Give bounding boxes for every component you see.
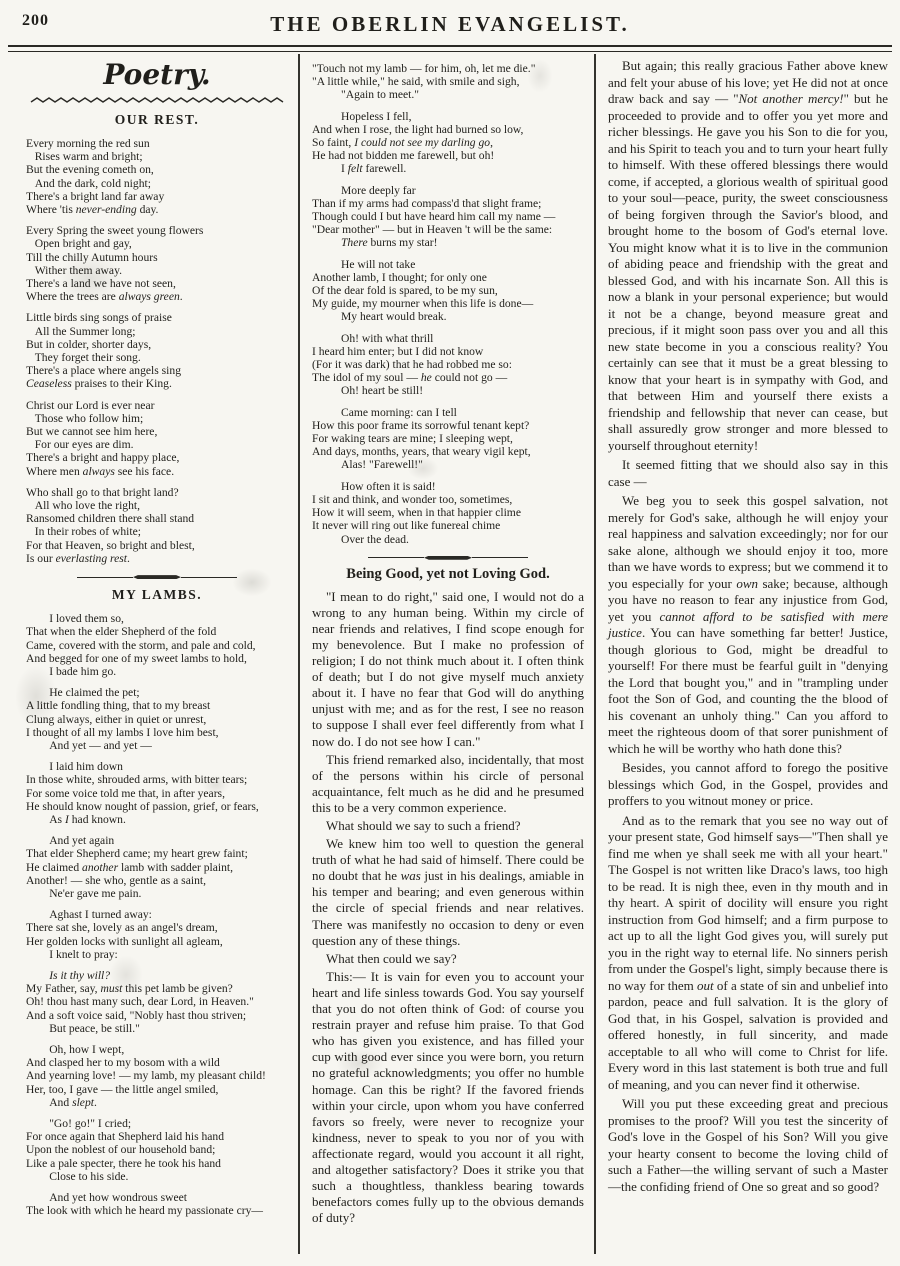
stanza [26,1191,288,1217]
poem-divider [77,575,237,579]
poem-line: Is it thy will? [49,968,111,982]
poem-line: And yet how wondrous sweet [26,1191,188,1205]
page-columns [10,54,894,1254]
left-column [10,54,298,1254]
poem-line: Christ our Lord is ever near [26,398,155,412]
poem-line: And clasped her to my bosom with a wild [26,1056,220,1070]
stanza [312,258,584,324]
poem-line: But peace, be still." [26,1021,140,1035]
poem-line: (For it was dark) that he had robbed me so: [312,358,512,372]
poem-line: The idol of my soul — he could not go — [312,371,508,385]
stanza [312,62,584,102]
poem-line: Till the chilly Autumn hours [26,250,158,264]
stanza [26,486,288,565]
page-number: 200 [22,12,49,29]
article-body [312,589,584,1227]
poem-title-my-lambs: MY LAMBS. [111,587,203,603]
divider-line [472,557,528,558]
article-divider [368,556,528,560]
poem-my-lambs [26,612,288,1217]
poetry-section-title: Poetry. [103,58,211,91]
middle-column [300,54,594,1254]
poem-line: Like a pale specter, there he took his hand [26,1156,221,1170]
poem-line: He should know nought of passion, grief, or fears, [26,799,259,813]
poem-line: Where men always see his face. [26,464,175,478]
poem-line: All the Summer long; [26,324,136,338]
poem-line: In those white, shrouded arms, with bitter tears; [26,773,248,787]
poem-line: There's a land we have not seen, [26,277,176,291]
poem-line: And yet — and yet — [26,738,152,752]
poem-line: A little fondling thing, that to my breast [26,699,211,713]
poem-line: Who shall go to that bright land? [26,485,179,499]
poem-line: Of the dear fold is spared, to be my sun, [312,284,498,298]
paragraph: This:— It is vain for even you to account your heart and life sinless towards God. You say yourself that you do not often think of God: of course you restrain prayer and refuse him praise. To that God who has given you existence, and has filled your cup with good ever since you were born, you return no grateful acknowledgments; you offer no humble homage. Can this be right? If the favored friends within your circle, upon whom you have conferred favors so freely, were never to recognize your kindness, never to speak to you nor of you with affectionate regard, would you account it all right, and altogether satisfactory? Does it strike you that such a thoughtless, thankless bearing towards benefactors comes fully up to the obvious demands of duty? [312,968,584,1226]
stanza [26,686,288,752]
article-title: Being Good, yet not Loving God. [346,565,550,582]
right-column [596,54,894,1254]
poem-line: That elder Shepherd came; my heart grew faint; [26,847,248,861]
poem-line: Her, too, I gave — the little angel smiled, [26,1082,219,1096]
poem-line: My Father, say, must this pet lamb be given? [26,982,233,996]
poem-line: "Again to meet." [312,88,420,102]
poem-line: For that Heaven, so bright and blest, [26,538,195,552]
divider-line [368,557,424,558]
paragraph: This friend remarked also, incidentally, that most of the persons within his circle of personal acquaintance, felt much as he did and he presumed this to be a very common experience. [312,751,584,815]
poem-line: And a soft voice said, "Nobly hast thou striven; [26,1008,247,1022]
poem-line: Over the dead. [312,532,409,546]
divider-diamond-icon [133,575,181,579]
poem-line: Ceaseless praises to their King. [26,377,172,391]
poem-title-our-rest: OUR REST. [114,112,200,127]
stanza [26,311,288,390]
poem-line: Oh! heart be still! [312,384,424,398]
stanza [26,908,288,961]
right-column-body [608,58,888,1195]
poem-line: "Touch not my lamb — for him, oh, let me die." [312,62,536,75]
paragraph: Besides, you cannot afford to forego the positive blessings which God, in the Gospel, provides and proffers to you witnout money or price. [608,760,888,808]
poem-line: And the dark, cold night; [26,176,151,190]
poem-line: For once again that Shepherd laid his hand [26,1130,225,1144]
poem-line: And days, months, years, that weary vigil kept, [312,445,531,459]
poem-line: There burns my star! [340,236,438,250]
stanza [26,969,288,1035]
poem-line: Another lamb, I thought; for only one [312,270,487,284]
poem-line: Ransomed children there shall stand [26,512,195,526]
paragraph: But again; this really gracious Father above knew and felt your abuse of his love; yet He did not at once draw back and say — "Not another mercy!" but he proceeded to provide and to offer you yet more and richer blessings. He gave you his Son to die for you, and his Spirit to teach you and to turn your heart fully to himself. With these offered blessings there would come, if accepted, a glorious wealth of spiritual good to your soul—peace, purity, the sweet consciousness of being forgiven through the Savior's blood, and brought home to the bosom of God's eternal love. You might know what it is to live in the communion of abiding peace and friendship with the great and blessed God, and with his incarnate Son. All this is now a blank in your personal experience; but would it not be a change, beyond measure great and precious, if it might soon pass over you and all this new state become in you a conscious reality? You certainly can see that it must be a great blessing to know that your heart is in sympathy with God, and that between Him and yourself there exists a friendship and fellowship that never can cease, but shall assuredly grow stronger and more blessed to yourself throughout eternity! [608,58,888,453]
poem-line: And yet again [26,834,115,848]
poem-line: Close to his side. [26,1169,129,1183]
stanza [312,406,584,472]
poem-line: Where 'tis never-ending day. [26,203,159,217]
poem-line: Though could I but have heard him call my name — [312,210,556,224]
poem-line: I thought of all my lambs I love him best, [26,725,219,739]
poem-line: There sat she, lovely as an angel's dream, [26,921,218,935]
stanza [26,224,288,303]
poem-line: How often it is said! [312,479,436,493]
paragraph: "I mean to do right," said one, I would not do a wrong to any human being. Within my circle of near friends and relatives, I find scope enough for my benevolence. But I make no profession of religion; I do not think much about it. I often think of death; but I do not give myself much anxiety about it. I have no fear that God will do anything unjust with me; and as for the rest, I see no reason to suppose I shall ever feel differently from what I now do. I do not see how I can." [312,588,584,749]
poem-line: As I had known. [26,812,126,826]
poem-line: "Go! go!" I cried; [26,1117,132,1130]
poem-line: Oh! with what thrill [312,331,434,345]
poem-line: He claimed another lamb with sadder plaint, [26,860,234,874]
poem-line: I heard him enter; but I did not know [312,344,484,358]
poem-line: Every morning the red sun [26,137,150,150]
poem-line: And begged for one of my sweet lambs to hold, [26,651,247,665]
poem-line: My heart would break. [312,310,447,324]
header-rule [8,45,892,52]
poem-line: How this poor frame its sorrowful tenant kept? [312,418,530,432]
poem-line: Is our everlasting rest. [26,551,130,565]
poem-line: All who love the right, [26,499,140,513]
poem-line: "A little while," he said, with smile and sigh, [312,75,520,89]
poem-line: Open bright and gay, [26,237,132,251]
poem-line: He claimed the pet; [26,686,140,700]
poem-line: Her golden locks with sunlight all agleam, [26,934,223,948]
wavy-rule-icon [30,96,284,104]
poem-line: Where the trees are always green. [26,290,183,304]
divider-diamond-icon [424,556,472,560]
poem-line: Oh, how I wept, [26,1042,125,1056]
stanza [26,760,288,826]
stanza [312,110,584,176]
poem-line: In their robes of white; [26,525,141,539]
poem-line: Hopeless I fell, [312,109,412,123]
poem-line: My guide, my mourner when this life is done— [312,297,534,311]
poem-line: How it will seem, when in that happier clime [312,506,521,520]
poem-line: And slept. [26,1095,97,1109]
poem-my-lambs-continued [312,62,584,546]
poem-line: He had not bidden me farewell, but oh! [312,149,495,163]
poem-line: It never will ring out like funereal chime [312,519,501,533]
poem-line: But the evening cometh on, [26,163,154,177]
poem-line: Oh! thou hast many such, dear Lord, in Heaven." [26,995,254,1009]
poem-line: For waking tears are mine; I sleeping wept, [312,432,513,446]
poem-line: More deeply far [312,183,416,197]
masthead-title: THE OBERLIN EVANGELIST. [270,12,630,36]
poem-line: The look with which he heard my passionate cry— [26,1204,263,1218]
paragraph: What then could we say? [326,950,457,966]
poem-line: Than if my arms had compass'd that slight frame; [312,196,542,210]
poem-line: But we cannot see him here, [26,425,158,439]
divider-line [181,577,237,578]
poem-line: I loved them so, [26,612,124,626]
paragraph: And as to the remark that you see no way out of your present state, God himself says—"Then shall ye find me when ye shall seek me with all your heart." The Gospel is not written like Draco's laws, too high to be read. It is nigh thee, even in thy mouth and in thy heart. A spirit of docility will ensure you right instruction from God himself; and a firm purpose to act up to all the light God gives you, will surely put you in the right way to eternal life. No sinners perish from under the Gospel's light, simply because there is no way for them out of a state of sin and unbelief into pardon, peace and full salvation. It is the glory of God that, in his Gospel, salvation is provided and offered honestly, in full sincerity, and made acceptable to all who will come to Christ for life. Every word in this last statement is both true and full of meaning, and you can never find it otherwise. [608,812,888,1092]
poem-line: For some voice told me that, in after years, [26,786,225,800]
poem-line: I bade him go. [26,664,117,678]
poem-line: Ne'er gave me pain. [26,886,142,900]
poem-line: But in colder, shorter days, [26,337,152,351]
poem-line: And yearning love! — my lamb, my pleasant child! [26,1069,266,1083]
stanza [26,137,288,216]
poem-line: He will not take [312,257,416,271]
stanza [312,332,584,398]
stanza [26,399,288,478]
poem-line: Rises warm and bright; [26,150,143,164]
poem-line: There's a bright land far away [26,189,165,203]
poem-our-rest [26,137,288,565]
poem-line: There's a bright and happy place, [26,451,180,465]
poem-line: Came, covered with the storm, and pale and cold, [26,638,256,652]
poem-line: I felt farewell. [312,162,407,176]
poem-line: There's a place where angels sing [26,364,181,378]
poem-line: Another! — she who, gentle as a saint, [26,873,206,887]
stanza [26,612,288,678]
stanza [312,184,584,250]
poem-line: So faint, I could not see my darling go, [312,136,493,150]
poem-line: I knelt to pray: [26,947,118,961]
poem-line: Alas! "Farewell!" [312,458,423,472]
poem-line: Little birds sing songs of praise [26,311,172,325]
poem-line: Clung always, either in quiet or unrest, [26,712,207,726]
stanza [26,834,288,900]
paragraph: It seemed fitting that we should also say in this case — [608,457,888,489]
poem-line: They forget their song. [26,351,141,365]
stanza [26,1043,288,1109]
poem-line: I sit and think, and wonder too, sometimes, [312,492,513,506]
poem-line: Aghast I turned away: [26,908,152,922]
divider-line [77,577,133,578]
stanza [26,1117,288,1183]
paragraph: What should we say to such a friend? [326,818,521,834]
paragraph: Will you put these exceeding great and precious promises to the proof? Will you test the sincerity of God's love in the Gospel of his Son? Will you give your hearty consent to become the loving child of such a Father—the willing servant of such a Master—the confiding friend of One so great and so good? [608,1096,888,1194]
paragraph: We beg you to seek this gospel salvation, not merely for God's sake, although he will enjoy your real happiness and salvation exceedingly; nor for our sake alone, although we should enjoy it too, more than we have words to express; but we commend it to you especially for your own sake; because, although you have no reason to fear any injustice from God, yet you cannot afford to be satisfied with mere justice. You can have something far better! Justice, though glorious to God, might be dreadful to yourself! For there must be fearful guilt in "denying the Lord that bought you," and in "trampling under foot the Son of God, and counting the the blood of his covenant an unholy thing." Can you afford to meet the righteous doom of that sorer punishment of which he will be worthy who hath done this? [608,493,888,756]
poem-line: Every Spring the sweet young flowers [26,224,204,238]
poem-line: Came morning: can I tell [312,405,457,419]
poem-line: And when I rose, the light had burned so low, [312,122,524,136]
poem-line: Wither them away. [26,263,123,277]
paragraph: We knew him too well to question the general truth of what he had said of himself. There could be no doubt that he was just in his dealings, amiable in his temper and bearing; and even generous within the circle of special friends and near relatives. There was manifestly no occasion to deny or even question any of these things. [312,836,584,948]
poem-line: Those who follow him; [26,411,144,425]
poem-line: That when the elder Shepherd of the fold [26,625,217,639]
stanza [312,480,584,546]
poem-line: Upon the noblest of our household band; [26,1143,216,1157]
poem-line: For our eyes are dim. [26,438,134,452]
poem-line: I laid him down [26,760,123,774]
poem-line: "Dear mother" — but in Heaven 't will be the same: [312,223,553,237]
